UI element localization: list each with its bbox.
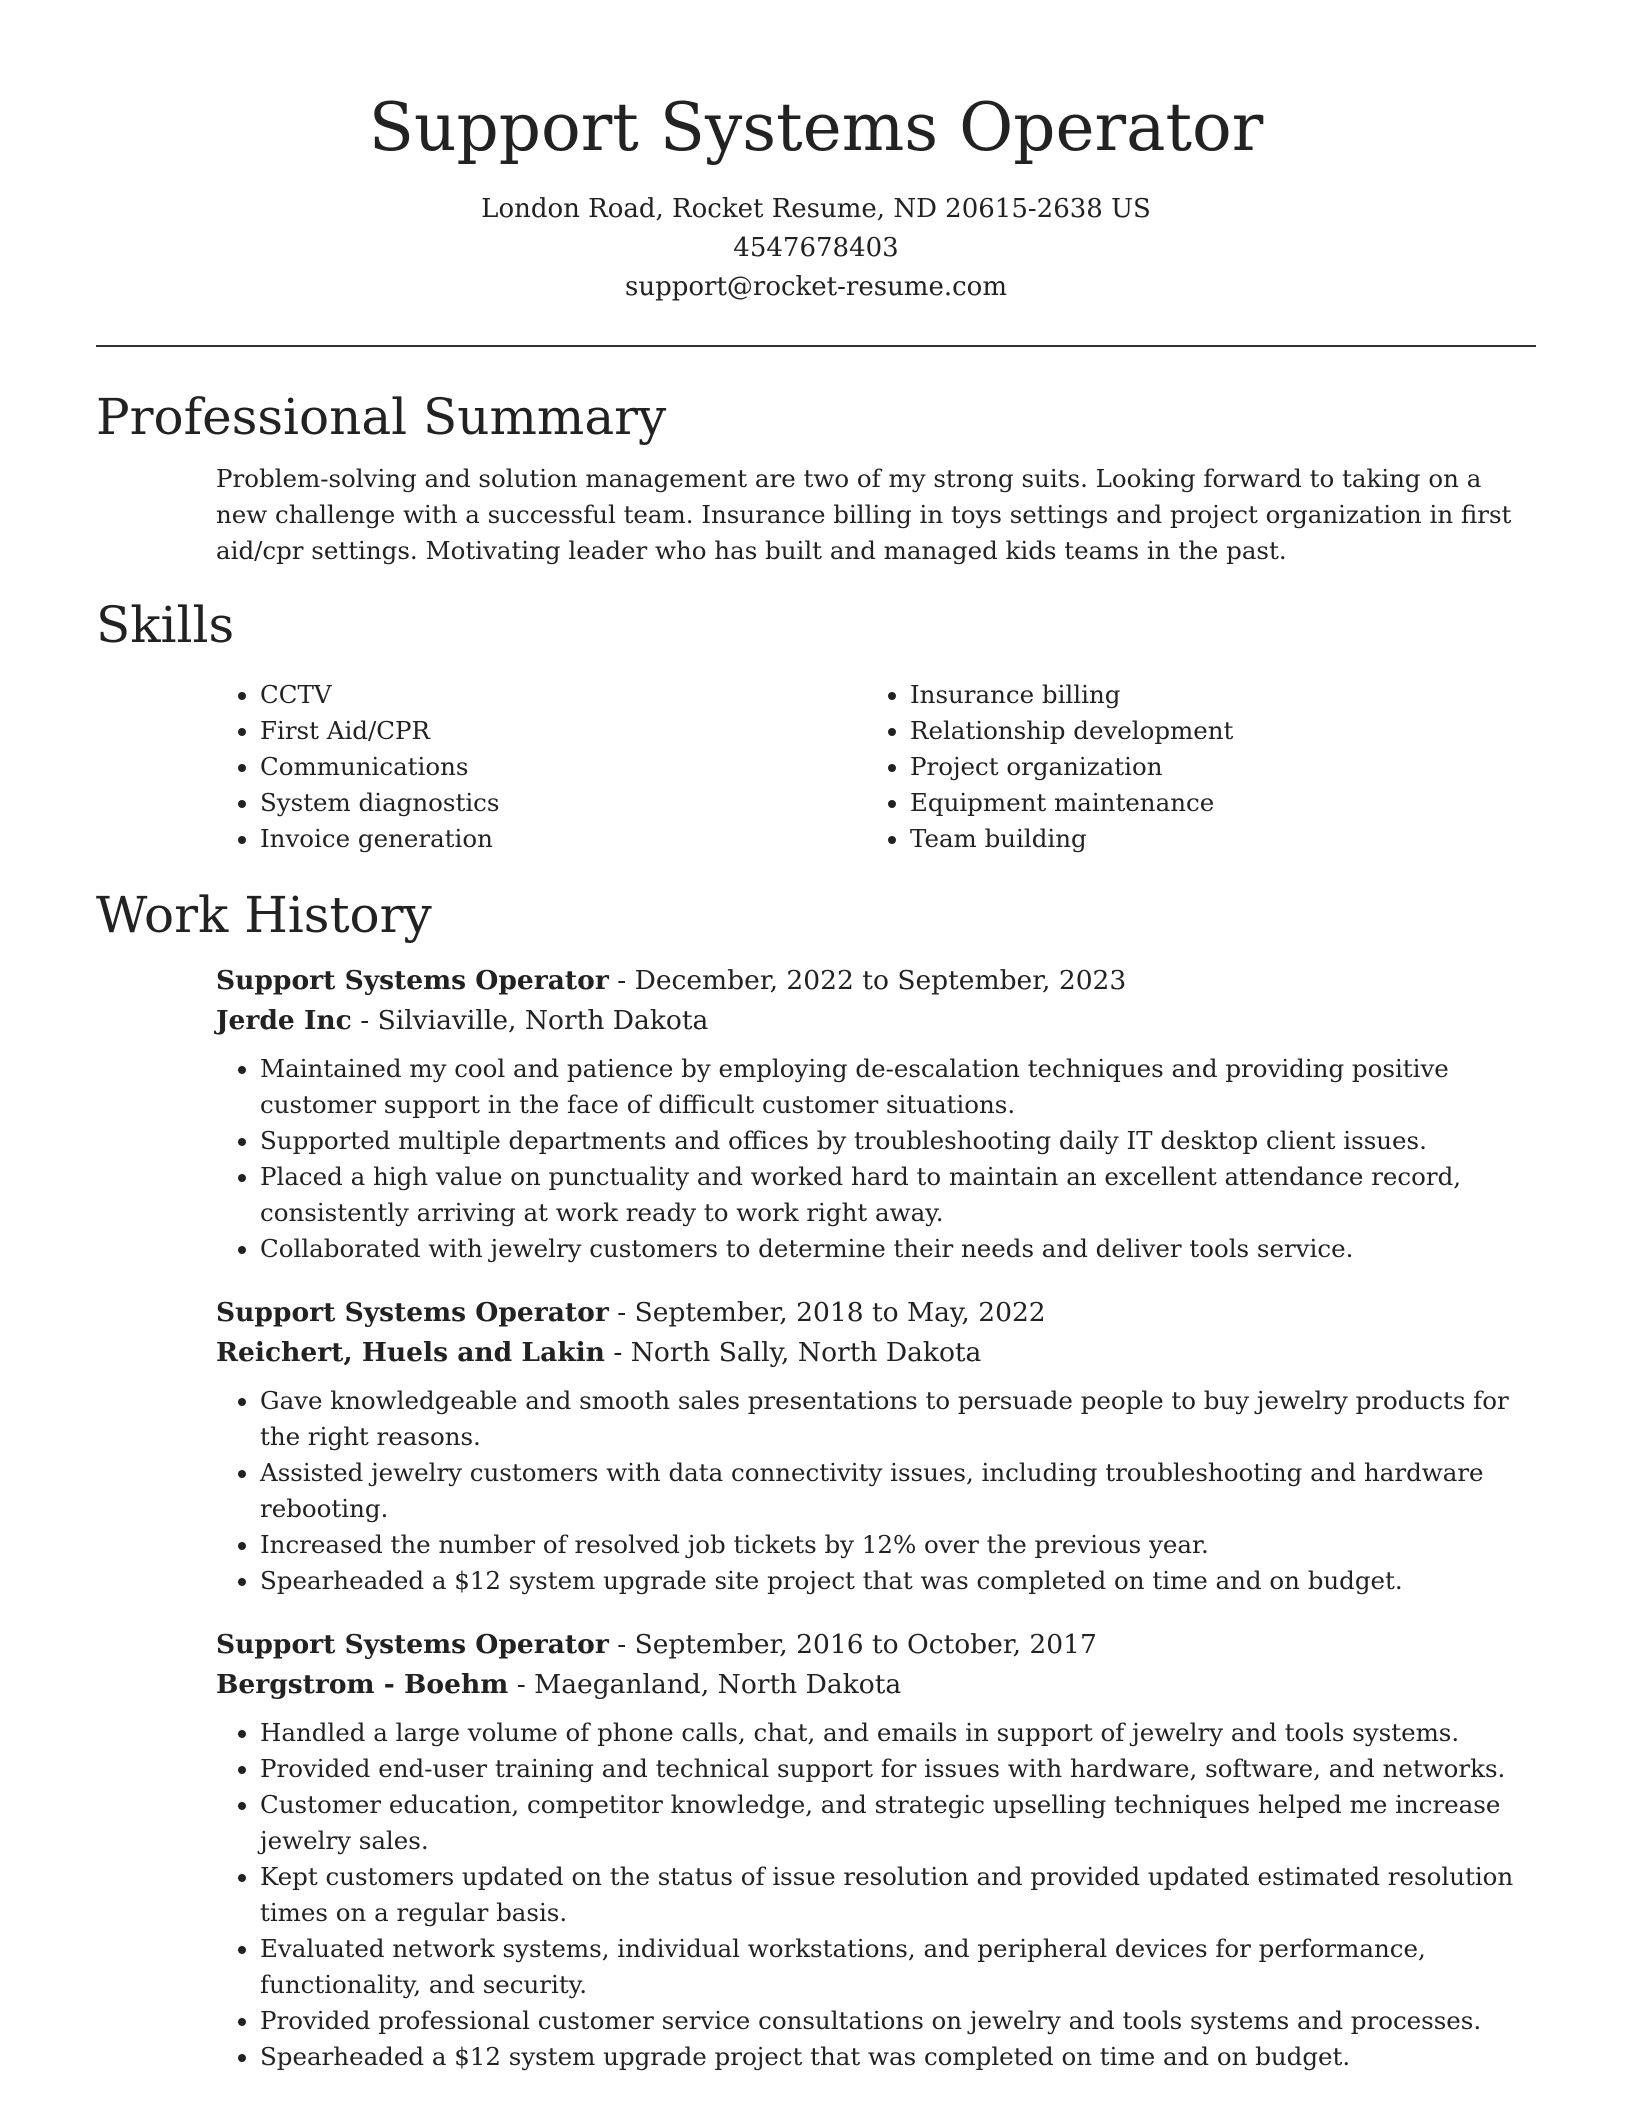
job-entry <box>216 961 1536 1267</box>
job-bullet: • Placed a high value on punctuality and worked hard to maintain an excellent attendance record, consistently arriving at work ready to work right away. <box>260 1159 1556 1231</box>
summary-heading: Professional Summary <box>96 388 667 446</box>
job-dates: - September, 2018 to May, 2022 <box>608 1297 1046 1328</box>
job-location: - North Sally, North Dakota <box>604 1337 982 1368</box>
job-company-line <box>216 1665 1536 1705</box>
job-company: Reichert, Huels and Lakin <box>216 1337 605 1368</box>
resume-header <box>96 80 1536 307</box>
job-company: Jerde Inc <box>216 1005 352 1036</box>
job-company: Bergstrom - Boehm <box>216 1669 509 1700</box>
skill-item: • Project organization <box>910 749 1510 785</box>
job-bullet: • Spearheaded a $12 system upgrade site project that was completed on time and on budget. <box>260 1563 1556 1599</box>
contact-address: London Road, Rocket Resume, ND 20615-2638 US <box>481 194 1151 224</box>
job-entry <box>216 1625 1536 2075</box>
skill-item: • Equipment maintenance <box>910 785 1510 821</box>
job-entry <box>216 1293 1536 1599</box>
skills-heading: Skills <box>96 596 235 654</box>
work-history-heading: Work History <box>96 886 432 944</box>
job-location: - Maeganland, North Dakota <box>508 1669 902 1700</box>
skill-item: • CCTV <box>260 677 866 713</box>
skill-item: • Communications <box>260 749 866 785</box>
job-bullet: • Assisted jewelry customers with data connectivity issues, including troubleshooting and hardware rebooting. <box>260 1455 1556 1527</box>
job-dates: - September, 2016 to October, 2017 <box>608 1629 1097 1660</box>
job-bullet: • Customer education, competitor knowledge, and strategic upselling techniques helped me increase jewelry sales. <box>260 1787 1556 1859</box>
summary-text: Problem-solving and solution management are two of my strong suits. Looking forward to taking on a new challenge with a successful team. Insurance billing in toys settings and project organization in first aid/cpr settings. Motivating leader who has built and managed kids teams in the past. <box>216 464 1512 565</box>
skill-item: • Insurance billing <box>910 677 1510 713</box>
job-bullets <box>216 1383 1556 1599</box>
job-role: Support Systems Operator <box>216 1297 609 1328</box>
skill-item: • Invoice generation <box>260 821 866 857</box>
job-role: Support Systems Operator <box>216 965 609 996</box>
job-bullet: • Handled a large volume of phone calls, chat, and emails in support of jewelry and tools systems. <box>260 1715 1556 1751</box>
skills-list-left <box>216 677 866 857</box>
job-title-line <box>216 1625 1536 1665</box>
job-bullets <box>216 1715 1556 2075</box>
candidate-name: Support Systems Operator <box>368 89 1264 166</box>
skills-list-right <box>866 677 1510 857</box>
job-bullets <box>216 1051 1556 1267</box>
job-bullet: • Evaluated network systems, individual workstations, and peripheral devices for performance, functionality, and security. <box>260 1931 1556 2003</box>
skill-item: • System diagnostics <box>260 785 866 821</box>
job-bullet: • Gave knowledgeable and smooth sales presentations to persuade people to buy jewelry products for the right reasons. <box>260 1383 1556 1455</box>
job-title-line <box>216 961 1536 1001</box>
job-bullet: • Kept customers updated on the status of issue resolution and provided updated estimated resolution times on a regular basis. <box>260 1859 1556 1931</box>
contact-email: support@rocket-resume.com <box>624 272 1007 302</box>
job-bullet: • Supported multiple departments and offices by troubleshooting daily IT desktop client issues. <box>260 1123 1556 1159</box>
job-bullet: • Provided end-user training and technical support for issues with hardware, software, and networks. <box>260 1751 1556 1787</box>
job-bullet: • Maintained my cool and patience by employing de-escalation techniques and providing positive customer support in the face of difficult customer situations. <box>260 1051 1556 1123</box>
job-bullet: • Provided professional customer service consultations on jewelry and tools systems and processes. <box>260 2003 1556 2039</box>
skill-item: • First Aid/CPR <box>260 713 866 749</box>
job-bullet: • Collaborated with jewelry customers to determine their needs and deliver tools service. <box>260 1231 1556 1267</box>
job-company-line <box>216 1333 1536 1373</box>
header-divider <box>96 345 1536 347</box>
skill-item: • Team building <box>910 821 1510 857</box>
job-location: - Silviaville, North Dakota <box>351 1005 709 1036</box>
job-title-line <box>216 1293 1536 1333</box>
job-bullet: • Increased the number of resolved job tickets by 12% over the previous year. <box>260 1527 1556 1563</box>
job-company-line <box>216 1001 1536 1041</box>
skill-item: • Relationship development <box>910 713 1510 749</box>
job-dates: - December, 2022 to September, 2023 <box>608 965 1127 996</box>
job-role: Support Systems Operator <box>216 1629 609 1660</box>
contact-phone: 4547678403 <box>733 233 899 263</box>
skills-grid <box>216 677 1536 857</box>
job-bullet: • Spearheaded a $12 system upgrade project that was completed on time and on budget. <box>260 2039 1556 2075</box>
